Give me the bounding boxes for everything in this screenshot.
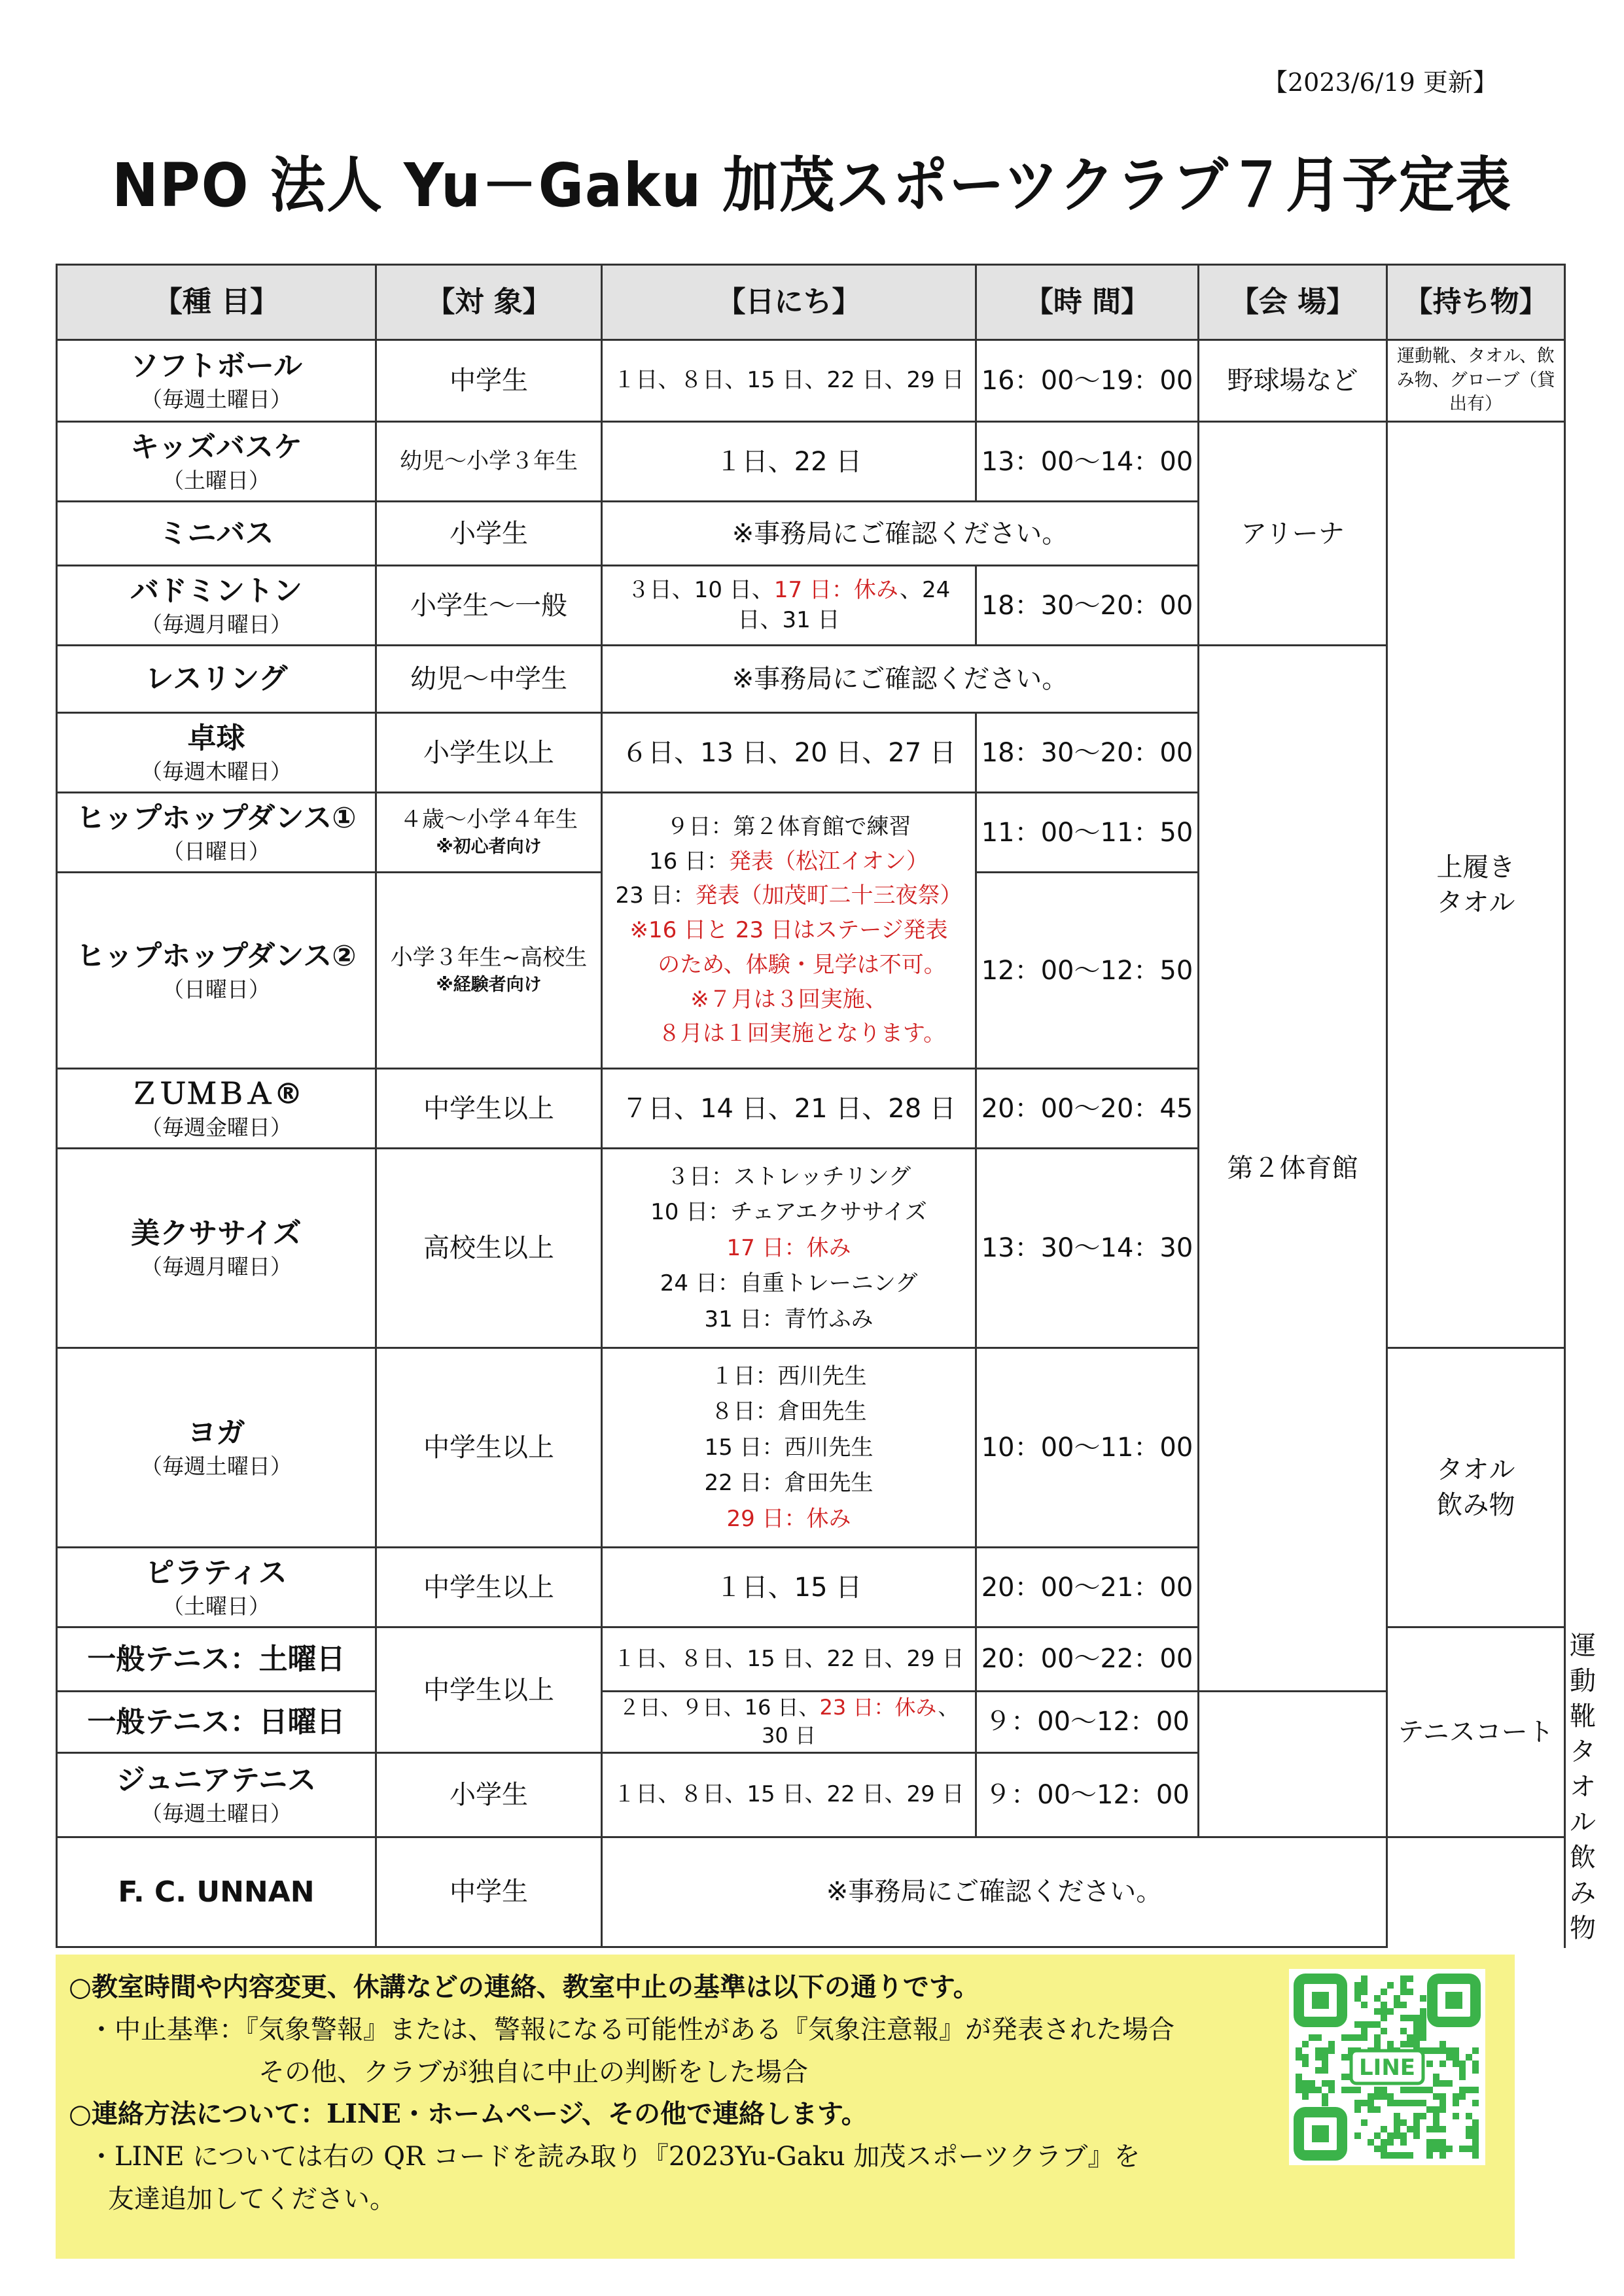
qr-module [1354, 2034, 1361, 2041]
qr-module [1354, 2132, 1361, 2139]
qr-module [1413, 2100, 1420, 2106]
qr-module [1374, 2093, 1381, 2100]
qr-module [1400, 1989, 1407, 1995]
qr-module [1381, 2028, 1387, 2034]
qr-module [1446, 2054, 1453, 2061]
qr-module [1400, 2152, 1407, 2159]
qr-module [1387, 2152, 1394, 2159]
venue-cell: 第２体育館 [1199, 646, 1387, 1692]
target-cell: 中学生 [376, 340, 602, 422]
qr-module [1328, 2080, 1335, 2087]
venue-cell: 野球場など [1199, 340, 1387, 422]
qr-module [1426, 2126, 1433, 2132]
qr-module [1361, 2100, 1368, 2106]
qr-module [1374, 2008, 1381, 2015]
qr-module [1394, 2152, 1400, 2159]
table-row: 一般テニス：土曜日 中学生以上 １日、８日、15 日、22 日、29 日 20：00～22：00 テニスコート 運動靴 タオル 飲み物 [57, 1627, 1565, 1692]
qr-module [1453, 2061, 1459, 2067]
qr-module [1472, 2047, 1479, 2054]
qr-module [1315, 2067, 1322, 2074]
time-cell: 16：00～19：00 [976, 340, 1199, 422]
table-row [57, 1753, 1565, 1837]
qr-module [1400, 2132, 1407, 2139]
dates-cell: ３日、10 日、17 日：休み、24 日、31 日 [602, 566, 976, 646]
qr-module [1309, 2034, 1315, 2041]
qr-module [1322, 2100, 1328, 2106]
qr-module [1361, 2028, 1368, 2034]
qr-module [1446, 2080, 1453, 2087]
header-time: 【時 間】 [976, 265, 1199, 340]
qr-module [1420, 2021, 1426, 2028]
qr-module [1296, 2080, 1302, 2087]
header-dates: 【日にち】 [602, 265, 976, 340]
qr-module [1466, 2087, 1472, 2093]
qr-module [1381, 2146, 1387, 2152]
items-cell: タオル 飲み物 [1387, 1348, 1565, 1627]
notice-line: 友達追加してください。 [108, 2183, 396, 2214]
target-cell: 小学生 [376, 502, 602, 566]
qr-module [1472, 2067, 1479, 2074]
qr-module [1400, 1975, 1407, 1982]
qr-module [1322, 2093, 1328, 2100]
qr-module [1466, 2054, 1472, 2061]
qr-module [1420, 2087, 1426, 2093]
qr-module [1354, 1989, 1361, 1995]
header-event: 【種 目】 [57, 265, 376, 340]
qr-module [1341, 2054, 1348, 2061]
table-row [57, 1691, 1565, 1752]
qr-module [1387, 2100, 1394, 2106]
qr-module [1315, 2087, 1322, 2093]
qr-module [1459, 2067, 1466, 2074]
qr-module [1407, 2087, 1413, 2093]
qr-module [1413, 2034, 1420, 2041]
qr-module [1439, 2152, 1446, 2159]
qr-module [1368, 2100, 1374, 2106]
qr-module [1381, 2093, 1387, 2100]
event-cell: バドミントン （毎週月曜日） [57, 566, 376, 646]
event-cell: ミニバス [57, 502, 376, 566]
header-target: 【対 象】 [376, 265, 602, 340]
qr-module [1426, 2146, 1433, 2152]
qr-module [1439, 2041, 1446, 2047]
qr-module [1400, 2002, 1407, 2008]
qr-module [1341, 2087, 1348, 2093]
target-cell: 中学生以上 [376, 1069, 602, 1149]
time-cell: 18：30～20：00 [976, 713, 1199, 793]
qr-module [1453, 2054, 1459, 2061]
qr-module [1413, 2041, 1420, 2047]
qr-module [1466, 2126, 1472, 2132]
qr-module [1341, 2034, 1348, 2041]
qr-module [1387, 2139, 1394, 2146]
qr-module [1472, 2152, 1479, 2159]
qr-module [1433, 2126, 1439, 2132]
qr-module [1466, 2146, 1472, 2152]
qr-module [1439, 2093, 1446, 2100]
qr-module [1374, 2106, 1381, 2113]
dates-cell: ※事務局にご確認ください。 [602, 646, 1199, 713]
event-cell: キッズバスケ （土曜日） [57, 422, 376, 502]
qr-module [1387, 2008, 1394, 2015]
qr-module [1413, 2119, 1420, 2126]
qr-module [1374, 2132, 1381, 2139]
time-cell: ９：00～12：00 [976, 1753, 1199, 1837]
event-cell: ヒップホップダンス① （日曜日） [57, 793, 376, 873]
venue-cell: アリーナ [1199, 422, 1387, 646]
qr-module [1361, 2034, 1368, 2041]
qr-module [1407, 1989, 1413, 1995]
qr-module [1426, 2087, 1433, 2093]
event-cell: 卓球 （毎週木曜日） [57, 713, 376, 793]
qr-module [1426, 2047, 1433, 2054]
event-cell: ヨガ （毎週土曜日） [57, 1348, 376, 1548]
qr-module [1302, 2080, 1309, 2087]
dates-cell: １日、15 日 [602, 1548, 976, 1627]
dates-cell: ２日、９日、16 日、23 日：休み、30 日 [602, 1691, 976, 1752]
qr-module [1322, 2061, 1328, 2067]
qr-module [1315, 2054, 1322, 2061]
qr-module [1381, 2002, 1387, 2008]
qr-module [1453, 2100, 1459, 2106]
qr-module [1420, 2008, 1426, 2015]
qr-module [1354, 2021, 1361, 2028]
time-cell: 20：00～22：00 [976, 1627, 1199, 1692]
items-cell: 上履き タオル [1387, 422, 1565, 1348]
qr-module [1322, 2047, 1328, 2054]
dates-cell: ７日、14 日、21 日、28 日 [602, 1069, 976, 1149]
qr-module [1302, 2093, 1309, 2100]
dates-cell: １日、22 日 [602, 422, 976, 502]
items-cell: 運動靴、タオル、飲み物、グローブ（貸出有） [1387, 340, 1565, 422]
time-cell: ９：00～12：00 [976, 1691, 1199, 1752]
time-cell: 18：30～20：00 [976, 566, 1199, 646]
qr-module [1348, 2087, 1354, 2093]
target-cell: 中学生以上 [376, 1548, 602, 1627]
venue-cell: テニスコート [1387, 1627, 1565, 1837]
target-cell: 小学生以上 [376, 713, 602, 793]
qr-module [1394, 1995, 1400, 2002]
qr-module [1374, 1995, 1381, 2002]
qr-module [1420, 1995, 1426, 2002]
qr-module [1381, 2152, 1387, 2159]
event-cell: F. C. UNNAN [57, 1837, 376, 1947]
time-cell: 20：00～21：00 [976, 1548, 1199, 1627]
qr-module [1433, 2119, 1439, 2126]
qr-module [1439, 2146, 1446, 2152]
qr-module [1433, 2074, 1439, 2080]
qr-module [1374, 2041, 1381, 2047]
qr-module [1394, 2119, 1400, 2126]
target-cell: 中学生以上 [376, 1627, 602, 1753]
qr-module [1394, 2002, 1400, 2008]
qr-module [1381, 2139, 1387, 2146]
qr-module [1354, 1982, 1361, 1989]
qr-module [1446, 2047, 1453, 2054]
notice-line: ・LINE については右の QR コードを読み取り『2023Yu-Gaku 加茂スポーツクラブ』を [88, 2142, 1140, 2172]
qr-module [1407, 2100, 1413, 2106]
event-cell: 一般テニス：土曜日 [57, 1627, 376, 1692]
event-cell: ヒップホップダンス② （日曜日） [57, 873, 376, 1069]
qr-module [1361, 2021, 1368, 2028]
target-cell: 中学生以上 [376, 1348, 602, 1548]
qr-module [1381, 2008, 1387, 2015]
page-title: NPO 法人 Yu－Gaku 加茂スポーツクラブ７月予定表 [112, 150, 1512, 220]
qr-module [1302, 2054, 1309, 2061]
notice-line: ・中止基準：『気象警報』または、警報になる可能性がある『気象注意報』が発表された場合 [88, 2014, 1174, 2045]
qr-module [1407, 2041, 1413, 2047]
dates-cell: ９日：第２体育館で練習 16 日：発表（松江イオン） 23 日：発表（加茂町二十三夜祭） ※16 日と 23 日はステージ発表 のため、体験・見学は不可。 ※７月は３回実施、 ８月は１回実施となります。 [602, 793, 976, 1069]
qr-module [1472, 2139, 1479, 2146]
qr-module [1472, 2132, 1479, 2139]
qr-module [1400, 2100, 1407, 2106]
updated-date: 【2023/6/19 更新】 [1263, 68, 1498, 97]
qr-module [1413, 2126, 1420, 2132]
time-cell: 10：00～11：00 [976, 1348, 1199, 1548]
table-row [57, 422, 1565, 502]
qr-module [1426, 2106, 1433, 2113]
event-cell: ジュニアテニス （毎週土曜日） [57, 1753, 376, 1837]
qr-module [1472, 2087, 1479, 2093]
qr-module [1439, 2126, 1446, 2132]
qr-module [1400, 2087, 1407, 2093]
qr-module [1453, 2113, 1459, 2119]
qr-module [1361, 2002, 1368, 2008]
qr-module [1439, 2139, 1446, 2146]
qr-module [1400, 1982, 1407, 1989]
qr-module [1348, 2034, 1354, 2041]
table-row [57, 646, 1565, 713]
target-cell: 小学３年生~高校生 ※経験者向け [376, 873, 602, 1069]
line-qr-code[interactable] [1289, 1969, 1485, 2165]
time-cell: 13：00～14：00 [976, 422, 1199, 502]
qr-module [1400, 2119, 1407, 2126]
notice-line: ○教室時間や内容変更、休講などの連絡、教室中止の基準は以下の通りです。 [69, 1972, 980, 2002]
qr-module [1387, 2041, 1394, 2047]
qr-module [1328, 2087, 1335, 2093]
qr-module [1296, 2047, 1302, 2054]
target-cell: ４歳～小学４年生 ※初心者向け [376, 793, 602, 873]
time-cell: 13：30～14：30 [976, 1149, 1199, 1348]
table-header-row [57, 265, 1565, 340]
dates-cell: １日、８日、15 日、22 日、29 日 [602, 1753, 976, 1837]
qr-module [1420, 2034, 1426, 2041]
qr-module [1368, 2021, 1374, 2028]
dates-cell: ３日：ストレッチリング 10 日：チェアエクササイズ 17 日：休み 24 日：自重トレーニング 31 日：青竹ふみ [602, 1149, 976, 1348]
qr-module [1322, 2080, 1328, 2087]
qr-module [1374, 2087, 1381, 2093]
qr-module [1466, 2132, 1472, 2139]
qr-module [1420, 2100, 1426, 2106]
qr-module [1302, 2087, 1309, 2093]
qr-module [1472, 2146, 1479, 2152]
qr-module [1426, 2152, 1433, 2159]
qr-module [1420, 2015, 1426, 2021]
qr-module [1426, 2061, 1433, 2067]
target-cell: 幼児～中学生 [376, 646, 602, 713]
qr-module [1381, 1989, 1387, 1995]
qr-module [1453, 2093, 1459, 2100]
qr-module [1459, 2146, 1466, 2152]
notice-line: ○連絡方法について：LINE・ホームページ、その他で連絡します。 [69, 2098, 868, 2130]
qr-module [1413, 2028, 1420, 2034]
dates-cell: ※事務局にご確認ください。 [602, 502, 1199, 566]
qr-module [1341, 2074, 1348, 2080]
dates-cell: ６日、13 日、20 日、27 日 [602, 713, 976, 793]
qr-module [1433, 2139, 1439, 2146]
qr-module [1400, 2015, 1407, 2021]
qr-module [1413, 2087, 1420, 2093]
qr-module [1361, 1975, 1368, 1982]
target-cell: 高校生以上 [376, 1149, 602, 1348]
qr-module [1472, 2100, 1479, 2106]
qr-module [1302, 2061, 1309, 2067]
target-cell: 小学生 [376, 1753, 602, 1837]
qr-module [1407, 2152, 1413, 2159]
qr-module [1374, 2146, 1381, 2152]
header-venue: 【会 場】 [1199, 265, 1387, 340]
qr-module [1296, 2054, 1302, 2061]
qr-module [1426, 2139, 1433, 2146]
table-row [57, 340, 1565, 422]
dates-cell: ※事務局にご確認ください。 [602, 1837, 1387, 1947]
qr-line-label: LINE [1359, 2055, 1415, 2081]
qr-module [1394, 2126, 1400, 2132]
qr-module [1354, 1995, 1361, 2002]
qr-module [1361, 2119, 1368, 2126]
qr-module [1354, 2106, 1361, 2113]
qr-module [1400, 2139, 1407, 2146]
qr-module [1354, 2087, 1361, 2093]
qr-module [1407, 2034, 1413, 2041]
qr-module [1433, 2080, 1439, 2087]
qr-module [1446, 2146, 1453, 2152]
qr-module [1354, 2100, 1361, 2106]
qr-module [1433, 2113, 1439, 2119]
target-cell: 小学生～一般 [376, 566, 602, 646]
qr-module [1439, 2061, 1446, 2067]
event-cell: 一般テニス：日曜日 [57, 1691, 376, 1752]
qr-module [1439, 2080, 1446, 2087]
qr-module [1413, 2015, 1420, 2021]
qr-module [1309, 2080, 1315, 2087]
qr-module [1413, 2132, 1420, 2139]
qr-module [1374, 2021, 1381, 2028]
qr-module [1459, 2061, 1466, 2067]
time-cell: 20：00～20：45 [976, 1069, 1199, 1149]
qr-module [1400, 2041, 1407, 2047]
qr-module [1413, 2021, 1420, 2028]
qr-module [1381, 2015, 1387, 2021]
qr-module [1394, 2100, 1400, 2106]
qr-module [1394, 2113, 1400, 2119]
qr-module [1407, 2015, 1413, 2021]
qr-module [1328, 2047, 1335, 2054]
qr-module [1466, 2113, 1472, 2119]
qr-module [1374, 2034, 1381, 2041]
qr-module [1302, 2041, 1309, 2047]
qr-module [1472, 2119, 1479, 2126]
qr-module [1368, 2139, 1374, 2146]
qr-module [1328, 2041, 1335, 2047]
qr-module [1439, 2047, 1446, 2054]
target-cell: 中学生 [376, 1837, 602, 1947]
qr-module [1459, 2074, 1466, 2080]
qr-module [1296, 2074, 1302, 2080]
qr-module [1400, 2028, 1407, 2034]
event-cell: 美クササイズ （毎週月曜日） [57, 1149, 376, 1348]
qr-module [1433, 2106, 1439, 2113]
qr-module [1394, 2132, 1400, 2139]
qr-module [1368, 2106, 1374, 2113]
qr-module [1381, 2126, 1387, 2132]
qr-module [1322, 2054, 1328, 2061]
qr-module [1433, 2047, 1439, 2054]
table-row [57, 1837, 1565, 1947]
event-cell: レスリング [57, 646, 376, 713]
qr-module [1387, 2093, 1394, 2100]
qr-module [1387, 1982, 1394, 1989]
qr-module [1407, 1975, 1413, 1982]
qr-module [1361, 1982, 1368, 1989]
qr-module [1433, 2146, 1439, 2152]
qr-module [1296, 2087, 1302, 2093]
event-cell: ピラティス （土曜日） [57, 1548, 376, 1627]
schedule-table [56, 264, 1596, 1948]
header-items: 【持ち物】 [1387, 265, 1565, 340]
qr-module [1381, 2087, 1387, 2093]
qr-module [1387, 2132, 1394, 2139]
time-cell: 11：00～11：50 [976, 793, 1199, 873]
qr-module [1459, 2093, 1466, 2100]
event-cell: ＺＵＭＢＡ® （毎週金曜日） [57, 1069, 376, 1149]
notice-line: その他、クラブが独自に中止の判断をした場合 [258, 2057, 808, 2087]
qr-module [1472, 2061, 1479, 2067]
dates-cell: １日、８日、15 日、22 日、29 日 [602, 1627, 976, 1692]
qr-module [1361, 1989, 1368, 1995]
event-cell: ソフトボール （毎週土曜日） [57, 340, 376, 422]
time-cell: 12：00～12：50 [976, 873, 1199, 1069]
qr-module [1439, 2106, 1446, 2113]
qr-module [1439, 2100, 1446, 2106]
qr-module [1459, 2087, 1466, 2093]
target-cell: 幼児～小学３年生 [376, 422, 602, 502]
qr-module [1315, 2047, 1322, 2054]
qr-module [1309, 2087, 1315, 2093]
qr-module [1420, 2028, 1426, 2034]
qr-module [1453, 2047, 1459, 2054]
qr-module [1420, 2113, 1426, 2119]
qr-module [1368, 2093, 1374, 2100]
qr-module [1315, 2034, 1322, 2041]
qr-module [1472, 2126, 1479, 2132]
qr-module [1407, 2126, 1413, 2132]
dates-cell: １日：西川先生 ８日：倉田先生 15 日：西川先生 22 日：倉田先生 29 日：休み [602, 1348, 976, 1548]
qr-module [1322, 2067, 1328, 2074]
qr-module [1433, 2093, 1439, 2100]
dates-cell: １日、８日、15 日、22 日、29 日 [602, 340, 976, 422]
qr-module [1413, 2113, 1420, 2119]
